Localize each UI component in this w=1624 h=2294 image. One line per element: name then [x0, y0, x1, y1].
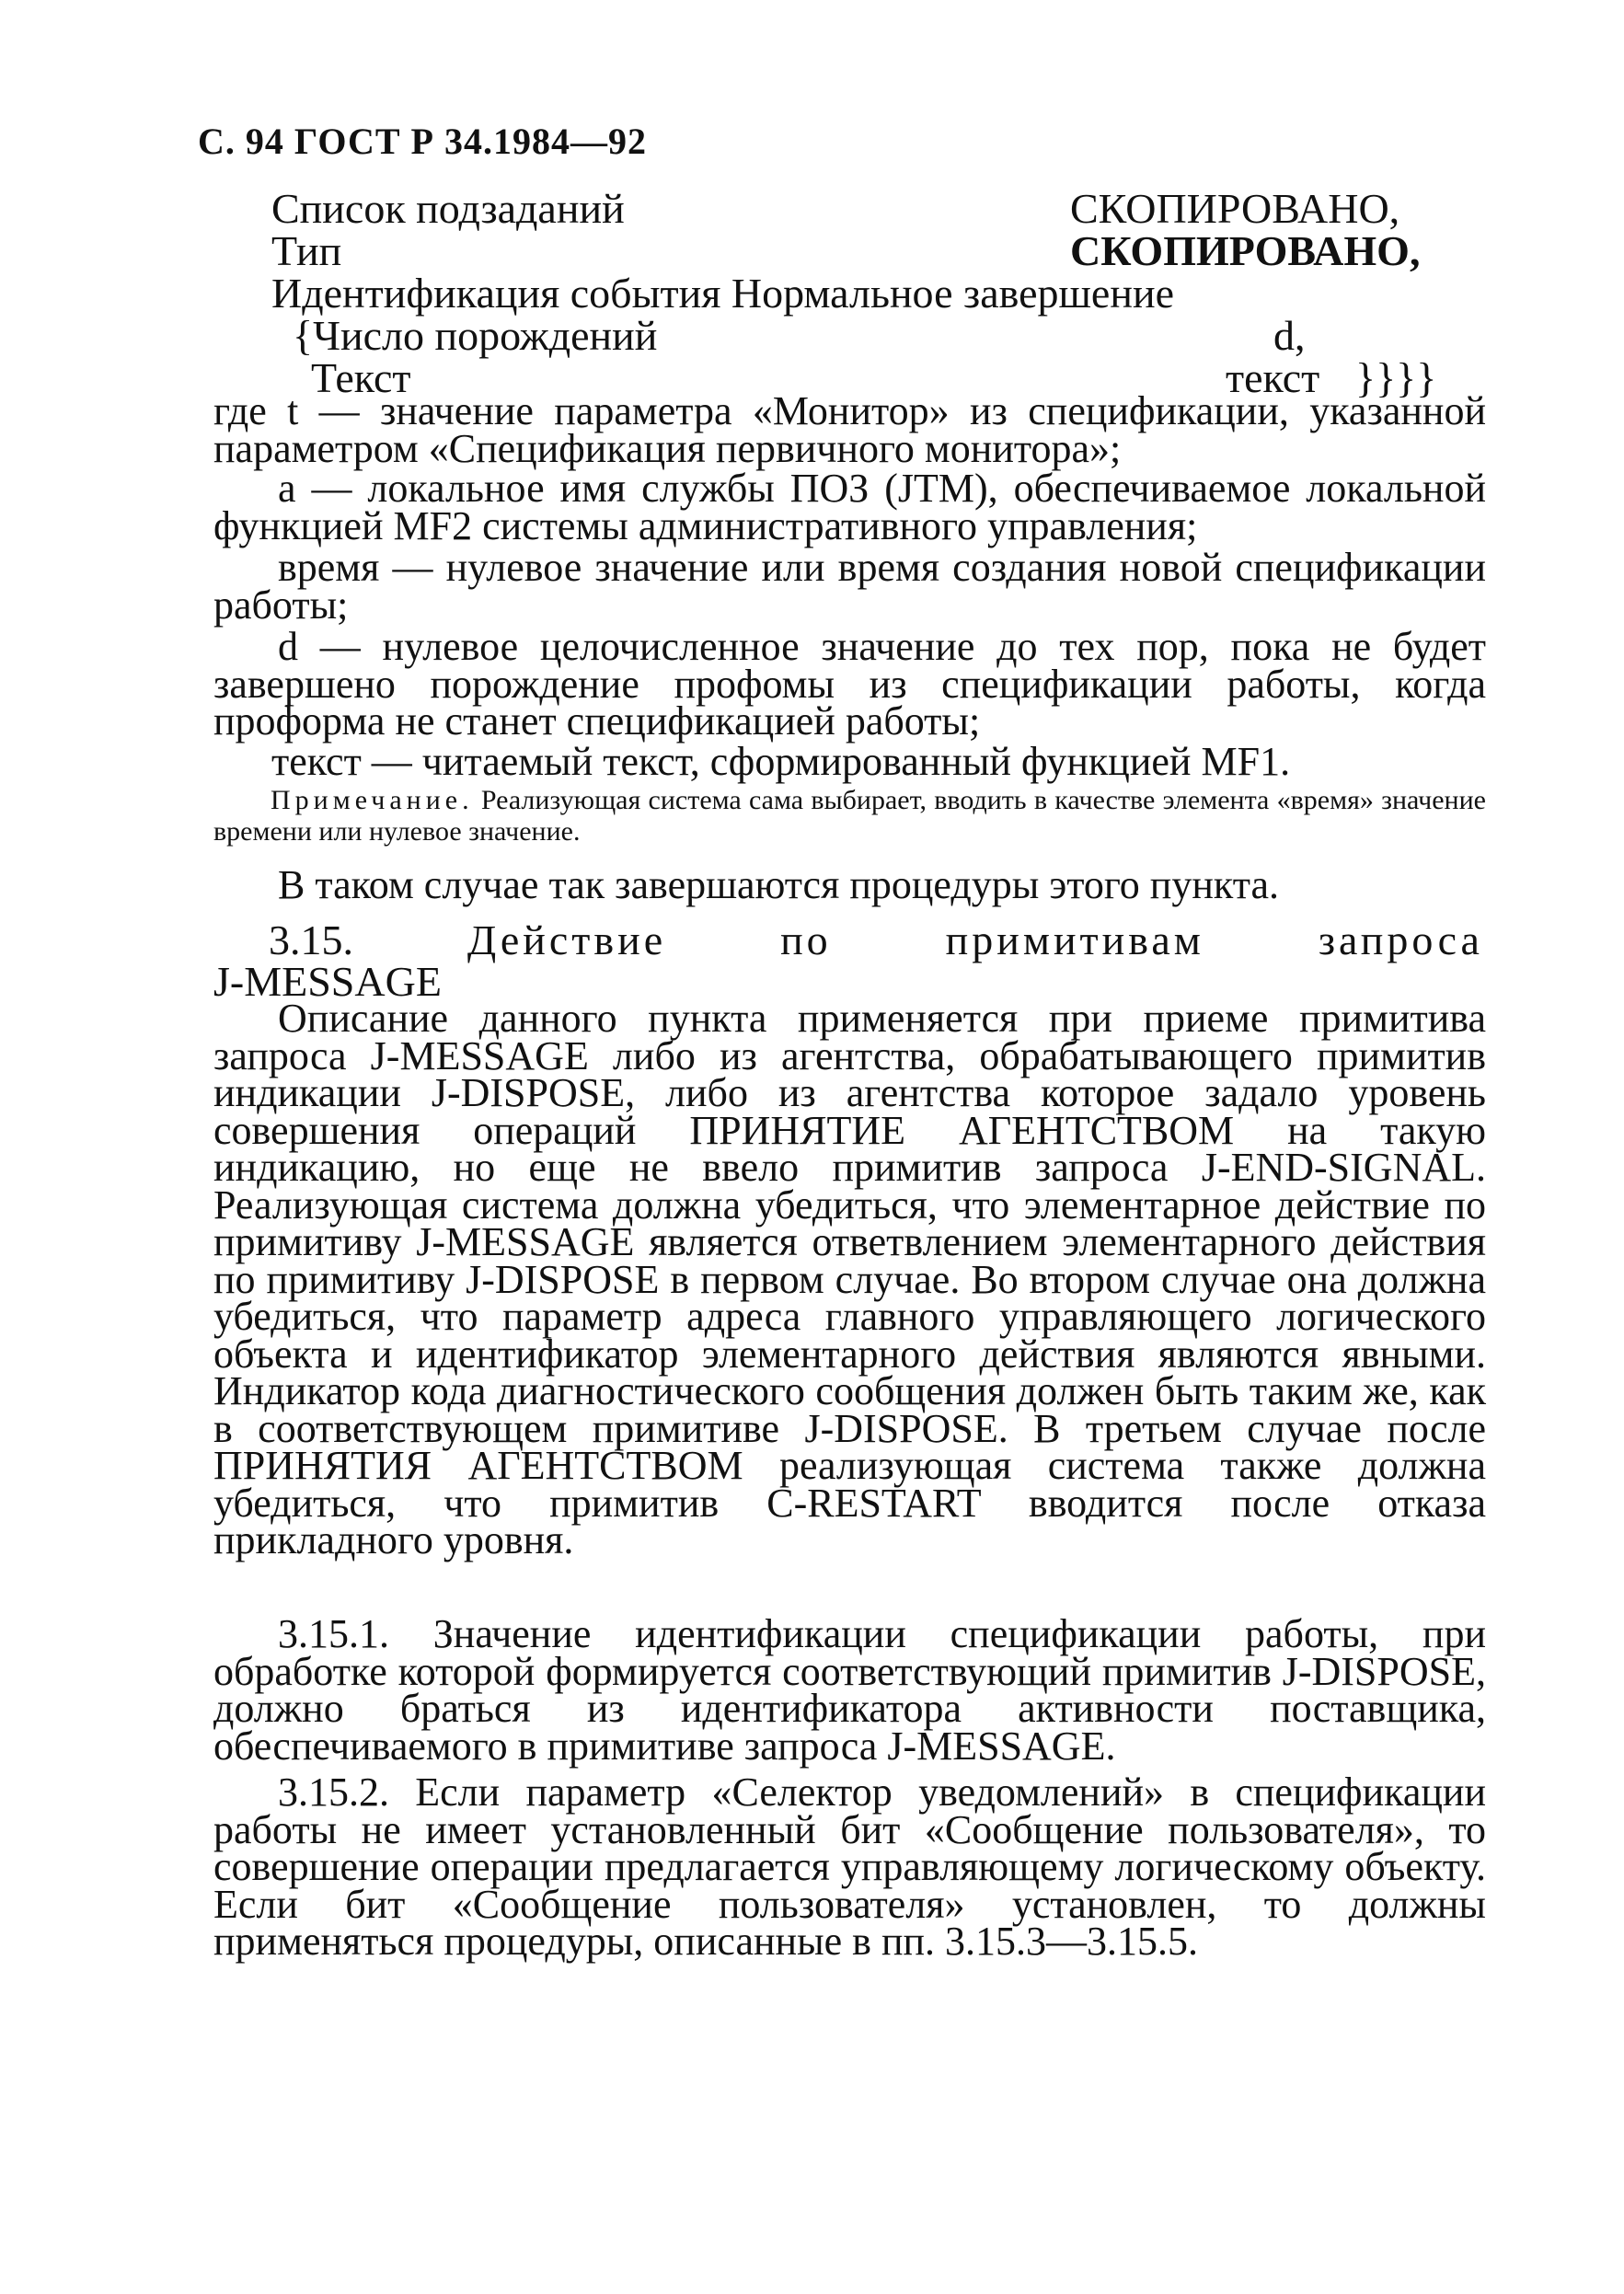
def-time: время — нулевое значение или время создания новой спецификации работы; [213, 545, 1486, 628]
page-header: С. 94 ГОСТ Р 34.1984—92 [198, 121, 647, 162]
spec-row2-label: Тип [271, 227, 342, 274]
spec-row2-value: СКОПИРОВАНО, [1070, 227, 1421, 274]
paragraph-3-15-2: 3.15.2. Если параметр «Селектор уведомлений» в спецификации работы не имеет установленный бит «Сообщение пользователя», то совершение операции предлагается управляющему логическому объекту. Если бит «Сообщение пользователя» установлен, то должны применяться процедуры, описанные в пп. 3.15.3—3.15.5. [213, 1769, 1486, 1964]
spec-row4-value: d, [1273, 312, 1306, 359]
closing-sentence: В таком случае так завершаются процедуры этого пункта. [278, 862, 1279, 907]
spec-row5-close: }}}} [1355, 354, 1437, 401]
note-label: Примечание. [271, 785, 474, 815]
def-text: текст — читаемый текст, сформированный функцией MF1. [271, 739, 1291, 784]
spec-row3: Идентификация события Нормальное завершение [271, 270, 1174, 317]
def-d: d — нулевое целочисленное значение до тех пор, пока не будет завершено порождение профомы из спецификации работы, когда проформа не станет спецификацией работы; [213, 624, 1486, 744]
section-title-word-1: Действие [466, 916, 667, 963]
section-title-tail: J-MESSAGE [213, 958, 442, 1005]
spec-row4-label: {Число порождений [293, 312, 658, 359]
section-title-word-2: по [780, 916, 832, 963]
note [213, 785, 1486, 847]
def-a: a — локальное имя службы ПОЗ (JTM), обеспечиваемое локальной функцией MF2 системы административного управления; [213, 466, 1486, 548]
section-heading [269, 916, 1483, 964]
spec-row5-value: текст [1226, 354, 1320, 401]
def-t: где t — значение параметра «Монитор» из спецификации, указанной параметром «Спецификация первичного монитора»; [213, 388, 1486, 471]
spec-row5-label: Текст [311, 354, 411, 401]
spec-row1-value: СКОПИРОВАНО, [1070, 185, 1400, 232]
section-number: 3.15. [269, 916, 353, 963]
paragraph-3-15: Описание данного пункта применяется при приеме примитива запроса J-MESSAGE либо из агентства, обрабатывающего примитив индикации J-DISPOSE, либо из агентства которое задало уровень совершения операций ПРИНЯТИЕ АГЕНТСТВОМ на такую индикацию, но еще не ввело примитив запроса J-END-SIGNAL. Реализующая система должна убедиться, что элементарное действие по примитиву J-MESSAGE является ответвлением элементарного действия по примитиву J-DISPOSE в первом случае. Во втором случае она должна убедиться, что параметр адреса главного управляющего логического объекта и идентификатор элементарного действия являются явными. Индикатор кода диагностического сообщения должен быть таким же, как в соответствующем примитиве J-DISPOSE. В третьем случае после ПРИНЯТИЯ АГЕНТСТВОМ реализующая система также должна убедиться, что примитив C-RESTART вводится после отказа прикладного уровня. [213, 996, 1486, 1562]
section-title-word-4: запроса [1318, 916, 1483, 963]
paragraph-3-15-1: 3.15.1. Значение идентификации спецификации работы, при обработке которой формируется соответствующий примитив J-DISPOSE, должно браться из идентификатора активности поставщика, обеспечиваемого в примитиве запроса J-MESSAGE. [213, 1611, 1486, 1769]
spec-row1-label: Список подзаданий [271, 185, 625, 232]
section-title-word-3: примитивам [945, 916, 1204, 963]
note-text: Реализующая система сама выбирает, вводить в качестве элемента «время» значение времени или нулевое значение. [213, 785, 1486, 847]
